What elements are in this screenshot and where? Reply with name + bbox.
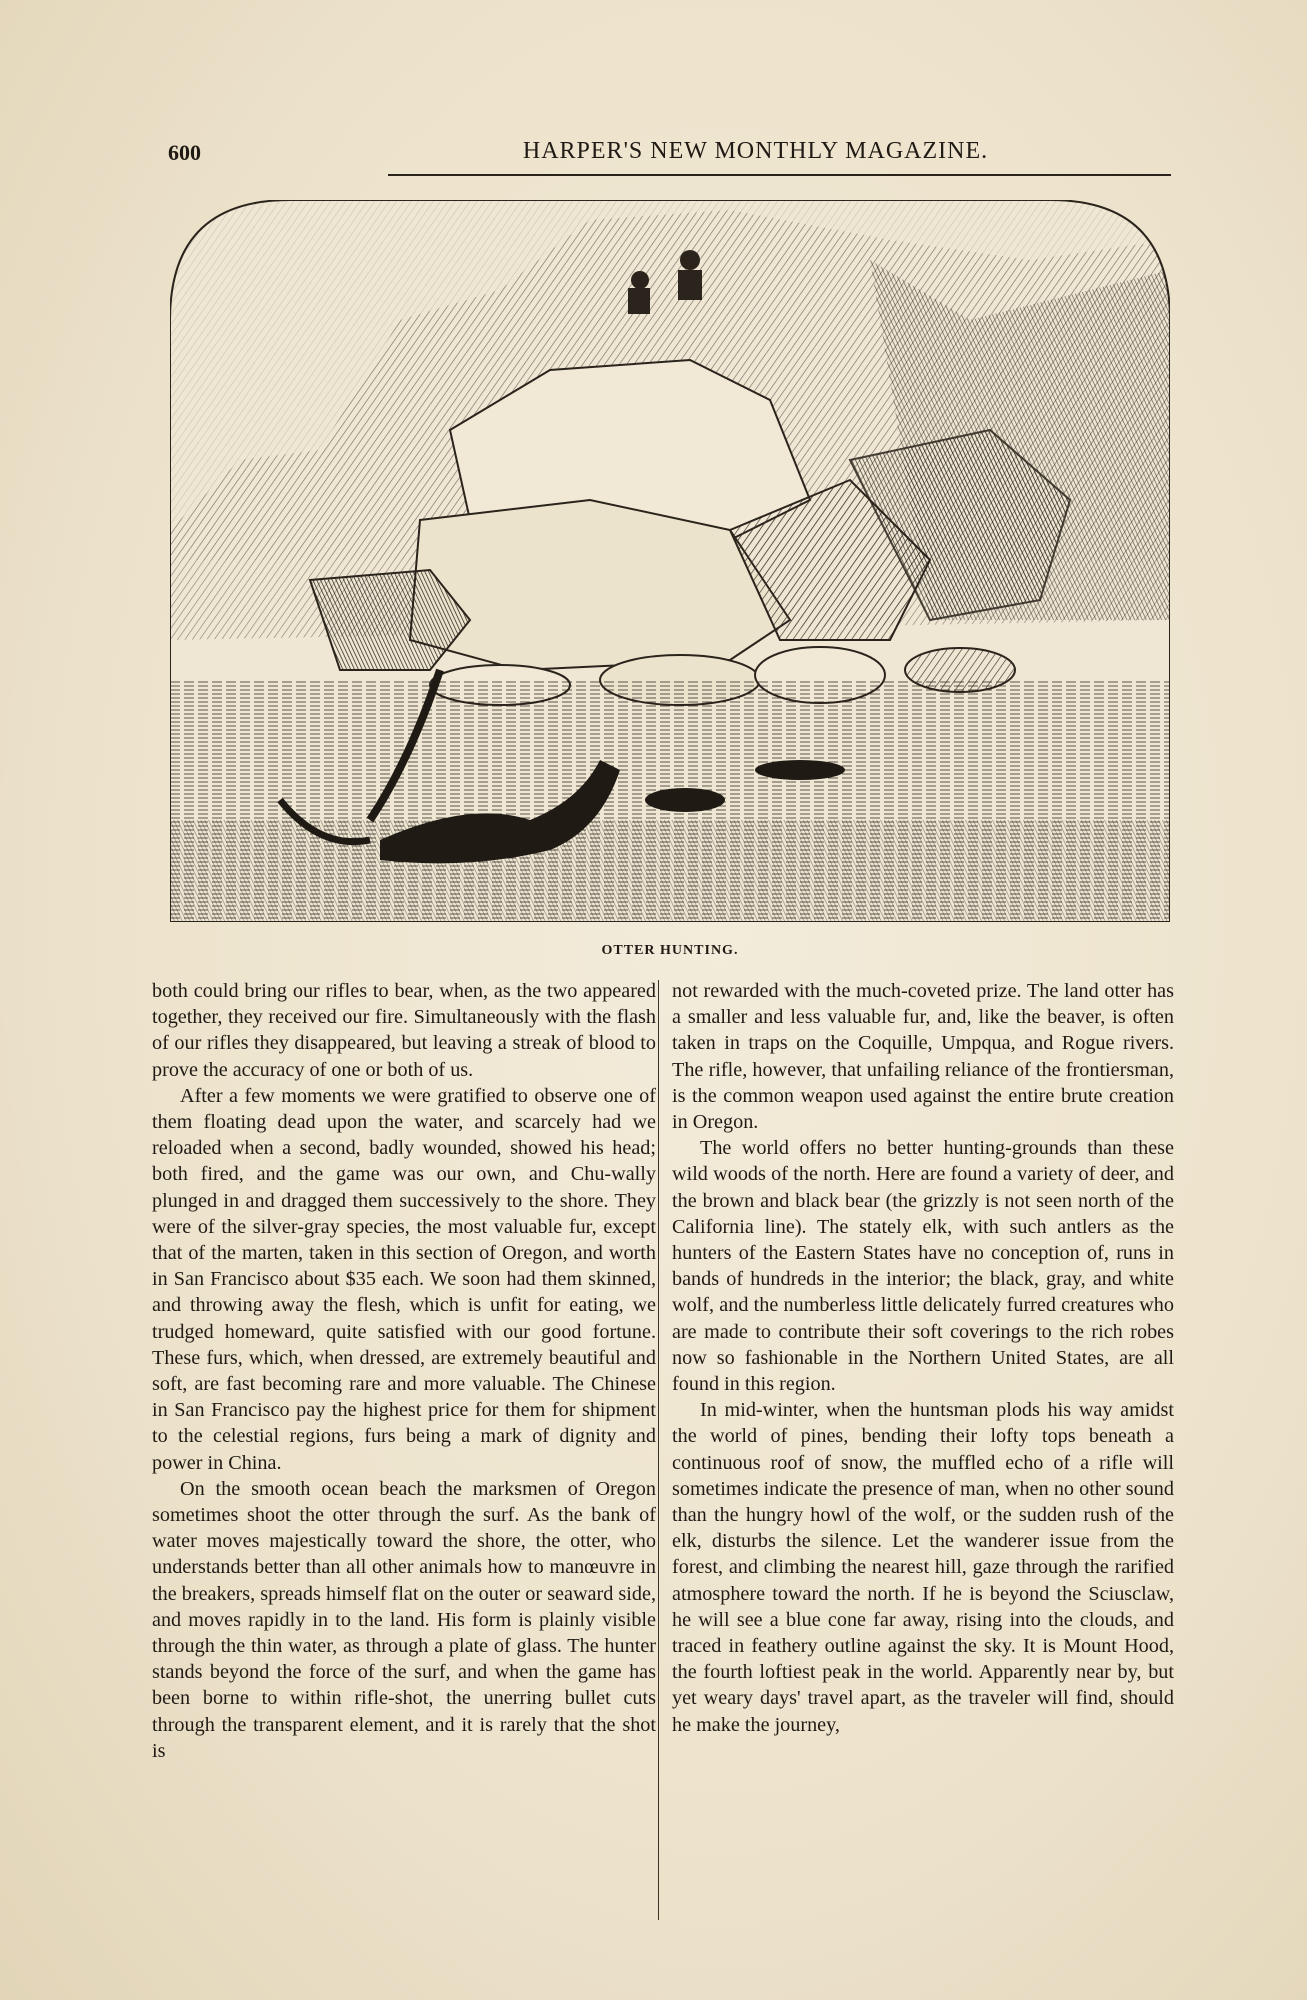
column-rule (658, 980, 659, 1920)
left-column (152, 978, 656, 1764)
right-paragraph-2: The world offers no better hunting-grounds than these wild woods of the north. Here are found a variety of deer, and the brown and black bear (the grizzly is not seen north of the California line). The stately elk, with such antlers as the hunters of the Eastern States have no conception of, runs in bands of hundreds in the interior; the black, gray, and white wolf, and the numberless little delicately furred creatures who are made to contribute their soft coverings to the rich robes now so fashionable in the Northern United States, are all found in this region. (672, 1137, 1174, 1396)
right-paragraph-1: not rewarded with the much-coveted prize. The land otter has a smaller and less valuable fur, and, like the beaver, is often taken in traps on the Coquille, Umpqua, and Rogue rivers. The rifle, however, that unfailing reliance of the frontiersman, is the common weapon used against the entire brute creation in Oregon. (672, 980, 1174, 1134)
right-column (672, 978, 1174, 1738)
page-number: 600 (168, 140, 201, 165)
left-paragraph-3: On the smooth ocean beach the marksmen of Oregon sometimes shoot the otter through the surf. As the bank of water moves majestically toward the shore, the otter, who understands better than all other animals how to manœuvre in the breakers, spreads himself flat on the outer or seaward side, and moves rapidly in to the land. His form is plainly visible through the thin water, as through a plate of glass. The hunter stands beyond the force of the surf, and when the game has been borne to within rifle-shot, the unerring bullet cuts through the transparent element, and it is rarely that the shot is (152, 1477, 656, 1762)
header-rule (388, 174, 1171, 176)
running-title: HARPER'S NEW MONTHLY MAGAZINE. (522, 138, 989, 164)
page-header (168, 136, 1171, 176)
otter-hunting-engraving (170, 200, 1170, 922)
left-paragraph-2: After a few moments we were gratified to observe one of them floating dead upon the water, and scarcely had we reloaded when a second, badly wounded, showed his head; both fired, and the game was our own, and Chu-wally plunged in and dragged them successively to the shore. They were of the silver-gray species, the most valuable fur, except that of the marten, taken in this section of Oregon, and worth in San Francisco about $35 each. We soon had them skinned, and throwing away the flesh, which is unfit for eating, we trudged homeward, quite satisfied with our good fortune. These furs, which, when dressed, are extremely beautiful and soft, are fast becoming rare and more valuable. The Chinese in San Francisco pay the highest price for them for shipment to the celestial regions, furs being a mark of dignity and power in China. (152, 1084, 656, 1474)
left-paragraph-1: both could bring our rifles to bear, when, as the two appeared together, they received our fire. Simultaneously with the flash of our rifles they disappeared, but leaving a streak of blood to prove the accuracy of one or both of us. (152, 980, 656, 1081)
right-paragraph-3: In mid-winter, when the huntsman plods his way amidst the world of pines, bending their lofty tops beneath a continuous roof of snow, the muffled echo of a rifle will sometimes indicate the presence of man, when no other sound than the hungry howl of the wolf, or the sudden rush of the elk, disturbs the silence. Let the wanderer issue from the forest, and climbing the nearest hill, gaze through the rarified atmosphere toward the north. If he is beyond the Sciusclaw, he will see a blue cone far away, rising into the clouds, and traced in feathery outline against the sky. It is Mount Hood, the fourth loftiest peak in the world. Apparently near by, but yet weary days' travel apart, as the traveler will find, should he make the journey, (672, 1399, 1174, 1736)
illustration-caption: OTTER HUNTING. (601, 943, 739, 958)
